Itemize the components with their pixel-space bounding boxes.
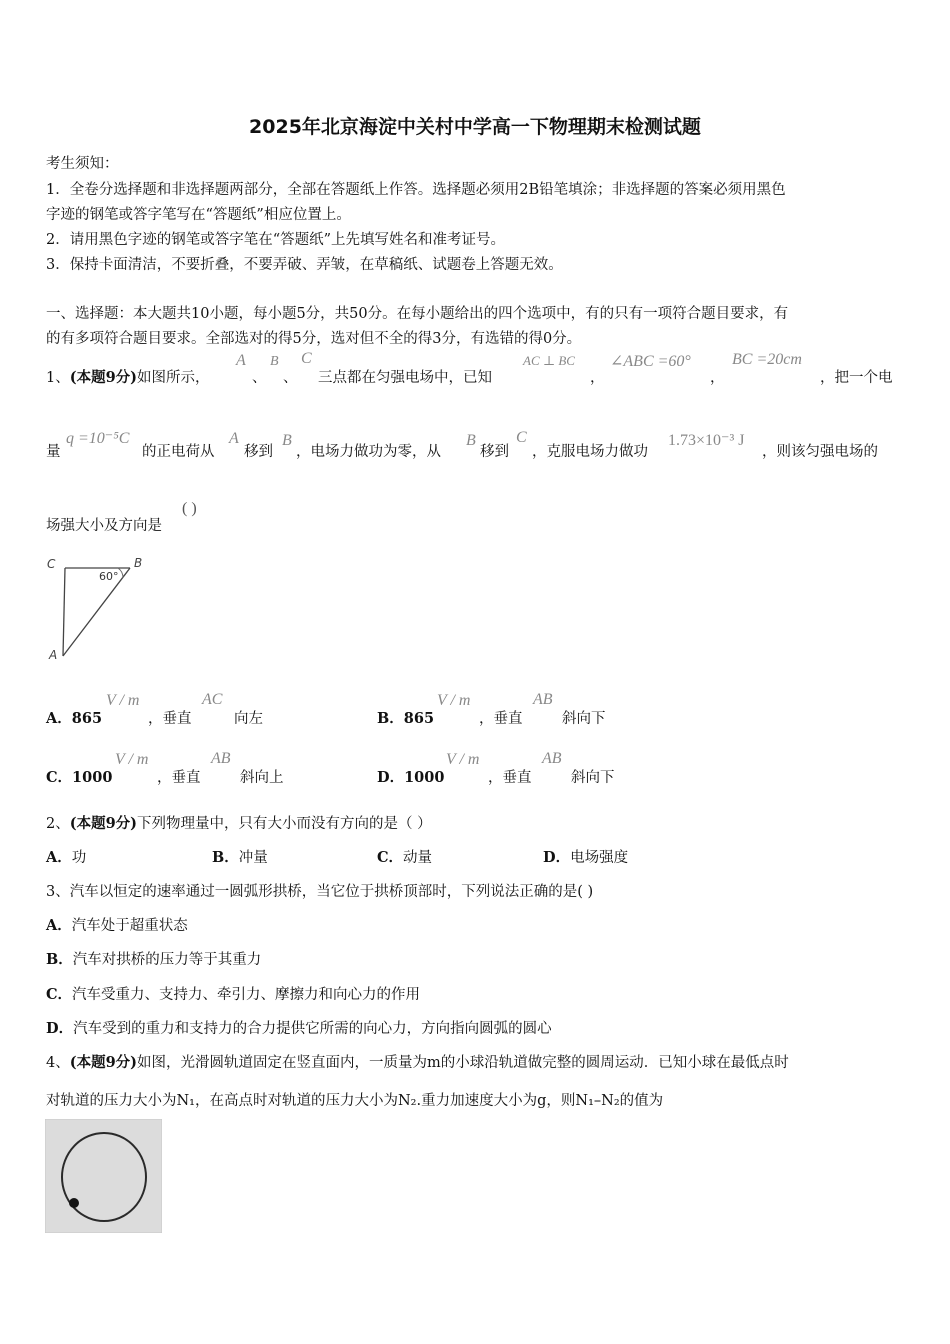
q4-circle-track-photo [45,1119,162,1233]
q4-line-1 [46,1051,789,1072]
q1-answer-paren: ( ) [182,500,197,517]
q1-option-d-label: D． [377,769,405,786]
q1-option-c-text1: ，垂直 [157,770,201,786]
section1-line-1: 一、选择题：本大题共10小题，每小题5分，共50分。在每小题给出的四个选项中，有的只有一项符合题目要求，有 [46,306,789,322]
q1-option-d-unit: V / m [446,751,480,768]
q1-option-a-text2: 向左 [234,711,263,727]
q1-point-b-3: B [466,432,476,449]
fig-label-b: B [134,556,143,570]
segment-ab [63,568,130,656]
q1-prefix: 1、 [46,370,70,386]
q2-stem [46,812,432,833]
q1-option-a-unit: V / m [106,692,140,709]
q1-point-c: C [301,350,312,367]
q1-formula-work: 1.73×10⁻³ J [668,432,745,449]
fig-label-c: C [47,557,56,571]
q3-option-b-label: B． [46,951,73,968]
q2-tag: (本题9分) [69,815,138,832]
q3-stem: 3、汽车以恒定的速率通过一圆弧形拱桥，当它位于拱桥顶部时，下列说法正确的是( ) [46,884,594,900]
q1-line-1 [46,366,210,387]
q3-option-c[interactable] [46,983,420,1004]
q1-l2-f: ，克服电场力做功 [532,444,648,460]
q2-text: 下列物理量中，只有大小而没有方向的是（ ） [137,816,432,832]
q1-option-b-label: B． [377,710,404,727]
q1-point-c-2: C [516,429,527,446]
q3-option-d[interactable] [46,1017,552,1038]
q1-l2-b: 的正电荷从 [142,444,215,460]
fig-angle-label: 60° [99,570,119,583]
q1-option-c-seg: AB [211,750,231,767]
q3-option-d-label: D． [46,1020,74,1037]
q1-tag: (本题9分) [69,369,138,386]
q1-option-c-unit: V / m [115,751,149,768]
q1-option-d-value: 1000 [404,769,445,786]
q1-l2-c: 移到 [244,444,273,460]
q1-l2-e: 移到 [480,444,509,460]
q1-point-b-2: B [282,432,292,449]
q1-formula-bc: BC =20cm [732,351,802,368]
q3-option-d-text: 汽车受到的重力和支持力的合力提供它所需的向心力，方向指向圆弧的圆心 [73,1021,552,1037]
q1-point-a: A [236,352,246,369]
q1-option-b-value: 865 [403,710,435,727]
q1-s2: 三点都在匀强电场中，已知 [318,370,492,386]
q1-sep-1: 、 [252,370,267,386]
q2-option-b[interactable] [212,846,268,867]
q1-option-a-seg: AC [202,691,223,708]
q2-prefix: 2、 [46,816,70,832]
q2-option-d-text: 电场强度 [570,850,629,866]
q1-option-c-value: 1000 [72,769,113,786]
q3-option-b-text: 汽车对拱桥的压力等于其重力 [72,952,262,968]
q1-formula-angle: ∠ABC =60° [610,353,691,370]
q1-l2-g: ，则该匀强电场的 [762,444,878,460]
q1-sep-2: 、 [283,370,298,386]
q1-option-c-text2: 斜向上 [240,770,284,786]
q1-option-d-seg: AB [542,750,562,767]
q1-option-b-seg: AB [533,691,553,708]
q1-point-a-2: A [229,430,239,447]
q1-comma-2: ， [710,370,725,386]
q1-option-c[interactable] [46,766,112,787]
q4-prefix: 4、 [46,1055,70,1071]
fig-label-a: A [49,648,58,662]
q1-option-b[interactable] [377,707,434,728]
q1-option-a-value: 865 [71,710,103,727]
q2-option-d-label: D． [543,849,571,866]
notice-line-1a: 1．全卷分选择题和非选择题两部分，全部在答题纸上作答。选择题必须用2B铅笔填涂；非选择题的答案必须用黑色 [46,182,786,198]
notice-line-2: 2．请用黑色字迹的钢笔或答字笔在“答题纸”上先填写姓名和准考证号。 [46,232,506,248]
q1-option-b-unit: V / m [437,692,471,709]
q1-option-d-text1: ，垂直 [488,770,532,786]
q2-option-b-label: B． [212,849,239,866]
q1-triangle-figure [40,550,160,665]
q3-option-a[interactable] [46,914,188,935]
q1-option-a-label: A． [46,710,72,727]
q2-option-c-text: 动量 [403,850,433,866]
q1-s1: 如图所示， [137,370,210,386]
q1-l2-d: ，电场力做功为零，从 [296,444,441,460]
q1-option-d[interactable] [377,766,444,787]
q2-option-c-label: C． [377,849,404,866]
section1-line-2: 的有多项符合题目要求。全部选对的得5分，选对但不全的得3分，有选错的得0分。 [46,331,582,347]
q1-option-d-text2: 斜向下 [571,770,615,786]
q1-option-a[interactable] [46,707,102,728]
q1-formula-q: q =10⁻⁵C [66,430,130,447]
page-title: 2025年北京海淀中关村中学高一下物理期末检测试题 [249,116,701,138]
q4-line-1-text: 如图，光滑圆轨道固定在竖直面内，一质量为m的小球沿轨道做完整的圆周运动．已知小球在最低点时 [137,1055,789,1071]
q1-option-b-text1: ，垂直 [479,711,523,727]
q3-option-c-text: 汽车受重力、支持力、牵引力、摩擦力和向心力的作用 [72,987,421,1003]
q1-formula-perp: AC ⊥ BC [523,353,575,368]
q4-tag: (本题9分) [69,1054,138,1071]
q3-option-a-text: 汽车处于超重状态 [71,918,188,934]
q2-option-a-text: 功 [71,850,87,866]
q3-option-b[interactable] [46,948,261,969]
segment-ca [63,568,65,656]
notice-line-1b: 字迹的钢笔或答字笔写在“答题纸”相应位置上。 [46,207,351,223]
q3-option-c-label: C． [46,986,73,1003]
q1-point-b: B [270,354,279,369]
ball [69,1198,79,1208]
q2-option-c[interactable] [377,846,432,867]
angle-arc [118,568,123,578]
q1-option-c-label: C． [46,769,73,786]
q1-l2-a: 量 [46,444,61,460]
q1-s3: ，把一个电 [820,370,893,386]
q3-option-a-label: A． [46,917,72,934]
q2-option-a-label: A． [46,849,72,866]
q1-line-3: 场强大小及方向是 [46,518,162,534]
q1-option-b-text2: 斜向下 [562,711,606,727]
q4-line-2: 对轨道的压力大小为N₁，在高点时对轨道的压力大小为N₂.重力加速度大小为g，则N₁–N₂的值为 [46,1093,664,1109]
notice-line-3: 3．保持卡面清洁，不要折叠，不要弄破、弄皱，在草稿纸、试题卷上答题无效。 [46,257,563,273]
q2-option-a[interactable] [46,846,86,867]
q2-option-d[interactable] [543,846,628,867]
q2-option-b-text: 冲量 [238,850,268,866]
q1-comma-1: ， [590,370,605,386]
notice-heading: 考生须知： [46,156,119,172]
q1-option-a-text1: ，垂直 [148,711,192,727]
